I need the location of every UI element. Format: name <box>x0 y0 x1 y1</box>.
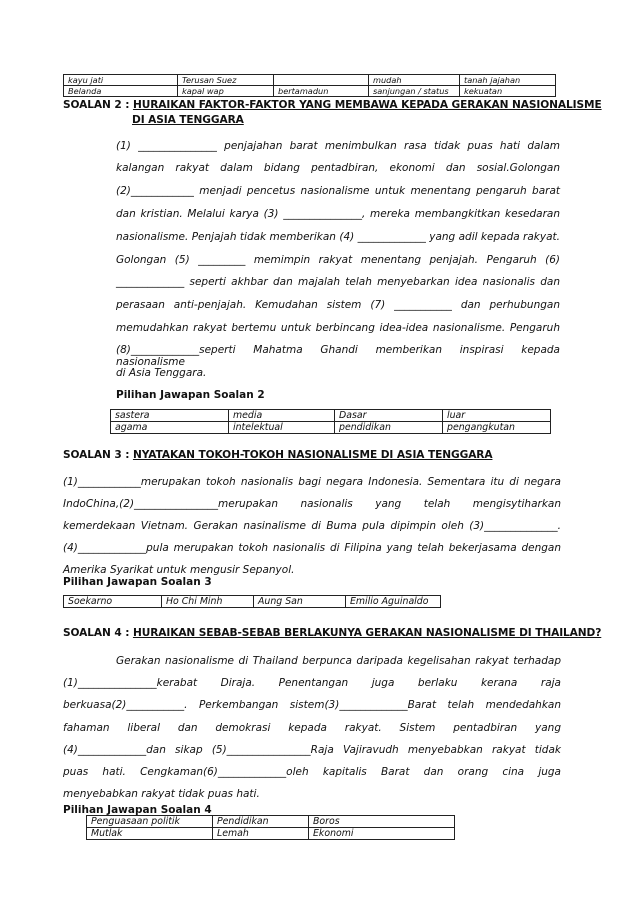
table-row <box>111 410 551 422</box>
top-answer-table <box>63 74 556 97</box>
table-row <box>64 596 441 608</box>
soalan3-title: NYATAKAN TOKOH-TOKOH NASIONALISME DI ASIA TENGGARA <box>132 449 493 461</box>
choice-cell: Ekonomi <box>309 828 455 840</box>
choice-cell: media <box>229 410 335 422</box>
choice-cell: intelektual <box>229 422 335 434</box>
soalan4-line: (4)_____________dan sikap (5)________________Raja Vajiravudh menyebabkan rakyat tidak <box>63 744 561 756</box>
choice-cell: agama <box>111 422 229 434</box>
soalan2-line: nasionalisme. Penjajah tidak memberikan (4) _____________ yang adil kepada rakyat. <box>116 231 560 243</box>
soalan2-line: dan kristian. Melalui karya (3) _______________, mereka membangkitkan kesedaran <box>116 208 560 220</box>
soalan4-prefix: SOALAN 4 : <box>63 627 133 639</box>
table-row <box>111 422 551 434</box>
soalan4-choices-table <box>86 815 455 840</box>
soalan2-line: di Asia Tenggara. <box>116 367 207 379</box>
choice-cell: Mutlak <box>87 828 213 840</box>
soalan3-line: Amerika Syarikat untuk mengusir Sepanyol. <box>63 564 295 576</box>
choice-cell: luar <box>443 410 551 422</box>
soalan4-line: puas hati. Cengkaman(6)_____________oleh kapitalis Barat dan orang cina juga <box>63 766 561 778</box>
choice-cell: Pendidikan <box>213 816 309 828</box>
choice-cell: Aung San <box>254 596 346 608</box>
soalan4-line: fahaman liberal dan demokrasi kepada rakyat. Sistem pentadbiran yang <box>63 722 561 734</box>
soalan2-prefix: SOALAN 2 : <box>63 99 133 111</box>
soalan2-line: (1) _______________ penjajahan barat menimbulkan rasa tidak puas hati dalam <box>116 140 560 152</box>
soalan4-line: menyebabkan rakyat tidak puas hati. <box>63 788 260 800</box>
table-cell: kekuatan <box>460 86 556 97</box>
table-cell: mudah <box>369 75 460 86</box>
soalan2-line: _____________ seperti akhbar dan majalah telah menyebarkan idea nasionalis dan <box>116 276 560 288</box>
soalan2-title-line1: HURAIKAN FAKTOR-FAKTOR YANG MEMBAWA KEPADA GERAKAN NASIONALISME <box>132 99 602 111</box>
choice-cell: Lemah <box>213 828 309 840</box>
soalan3-heading <box>63 449 492 461</box>
soalan3-line: (4)_____________pula merupakan tokoh nasionalis di Filipina yang telah bekerjasama dengan <box>63 542 561 554</box>
soalan4-line: Gerakan nasionalisme di Thailand berpunca daripada kegelisahan rakyat terhadap <box>116 655 561 667</box>
table-row <box>87 828 455 840</box>
soalan4-line: (1)_______________kerabat Diraja. Penentangan juga berlaku kerana raja <box>63 677 561 689</box>
table-cell: kapal wap <box>178 86 274 97</box>
table-cell: bertamadun <box>274 86 369 97</box>
soalan2-line: Golongan (5) _________ memimpin rakyat menentang penjajah. Pengaruh (6) <box>116 254 560 266</box>
soalan3-prefix: SOALAN 3 : <box>63 449 133 461</box>
soalan4-heading <box>63 627 601 639</box>
table-cell <box>274 75 369 86</box>
choice-cell: Penguasaan politik <box>87 816 213 828</box>
soalan2-choices-table <box>110 409 551 434</box>
soalan3-line: kemerdekaan Vietnam. Gerakan nasinalisme di Buma pula dipimpin oleh (3)______________. <box>63 520 561 532</box>
table-row <box>64 86 556 97</box>
soalan2-heading-line2 <box>132 114 244 126</box>
soalan4-line: berkuasa(2)___________. Perkembangan sistem(3)_____________Barat telah mendedahkan <box>63 699 561 711</box>
soalan2-title-line2: DI ASIA TENGGARA <box>132 114 244 126</box>
soalan2-heading <box>63 99 602 111</box>
choice-cell: Soekarno <box>64 596 162 608</box>
choice-cell: sastera <box>111 410 229 422</box>
choice-cell: Dasar <box>335 410 443 422</box>
choice-cell: pengangkutan <box>443 422 551 434</box>
soalan2-line: (8)_____________seperti Mahatma Ghandi memberikan inspirasi kepada nasionalisme <box>116 344 560 368</box>
table-cell: kayu jati <box>64 75 178 86</box>
table-cell: Belanda <box>64 86 178 97</box>
choice-cell: Ho Chi Minh <box>162 596 254 608</box>
soalan3-line: IndoChina,(2)________________merupakan nasionalis yang telah mengisytiharkan <box>63 498 561 510</box>
soalan4-choices-label: Pilihan Jawapan Soalan 4 <box>63 804 212 816</box>
soalan3-choices-table <box>63 595 441 608</box>
soalan4-title: HURAIKAN SEBAB-SEBAB BERLAKUNYA GERAKAN NASIONALISME DI THAILAND? <box>132 627 602 639</box>
table-cell: Terusan Suez <box>178 75 274 86</box>
table-row <box>87 816 455 828</box>
table-cell: tanah jajahan <box>460 75 556 86</box>
soalan2-line: kalangan rakyat dalam bidang pentadbiran, ekonomi dan sosial.Golongan <box>116 162 560 174</box>
soalan3-line: (1)____________merupakan tokoh nasionalis bagi negara Indonesia. Sementara itu di negara <box>63 476 561 488</box>
soalan2-line: (2)____________ menjadi pencetus nasionalisme untuk menentang pengaruh barat <box>116 185 560 197</box>
table-cell: sanjungan / status <box>369 86 460 97</box>
soalan2-line: perasaan anti-penjajah. Kemudahan sistem (7) ___________ dan perhubungan <box>116 299 560 311</box>
choice-cell: Boros <box>309 816 455 828</box>
table-row <box>64 75 556 86</box>
soalan2-choices-label: Pilihan Jawapan Soalan 2 <box>116 389 265 401</box>
choice-cell: pendidikan <box>335 422 443 434</box>
choice-cell: Emilio Aguinaldo <box>346 596 441 608</box>
soalan2-line: memudahkan rakyat bertemu untuk berbincang idea-idea nasionalisme. Pengaruh <box>116 322 560 334</box>
soalan3-choices-label: Pilihan Jawapan Soalan 3 <box>63 576 212 588</box>
